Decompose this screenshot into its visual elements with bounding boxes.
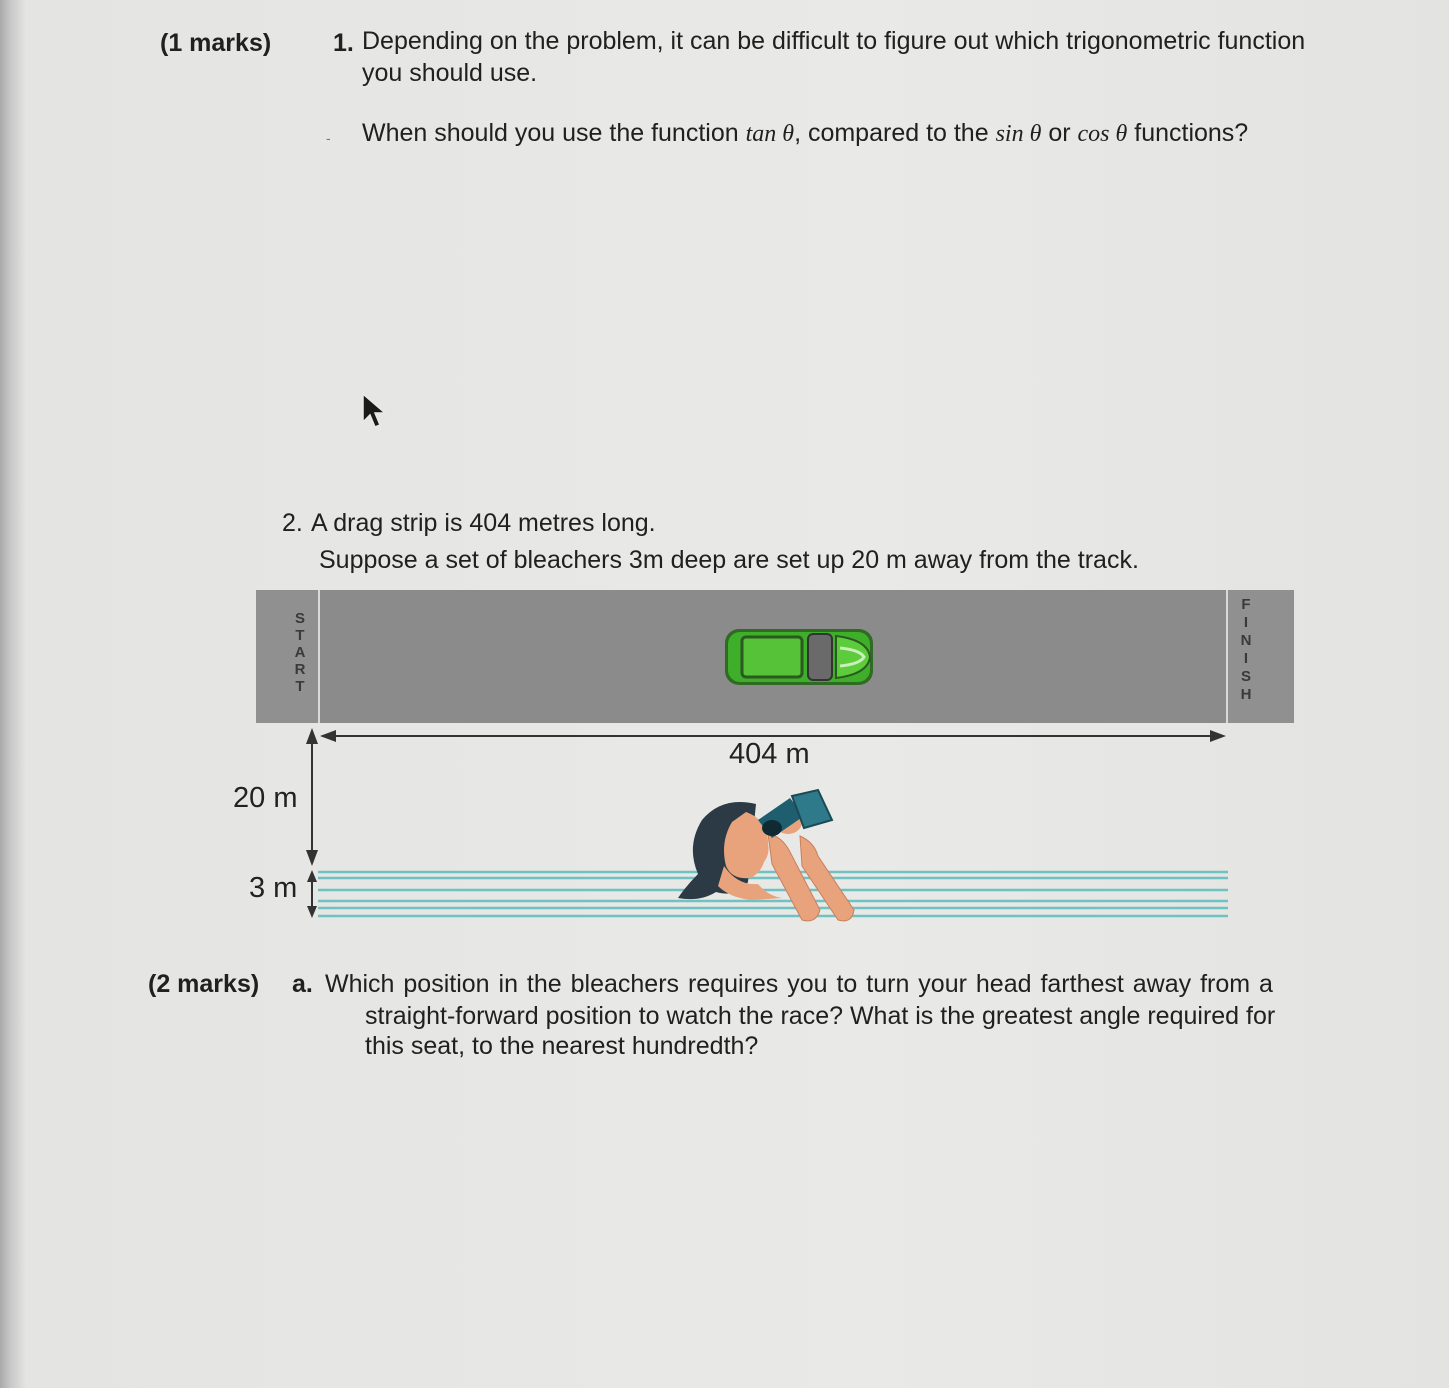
finish-letter: I (1243, 650, 1249, 667)
finish-letter: I (1243, 614, 1249, 631)
race-car-icon (722, 624, 880, 690)
q2a-line2: straight-forward position to watch the race? What is the greatest angle required for (365, 1002, 1276, 1030)
q1-sub-a: When should you use the function (362, 119, 739, 147)
start-letter: T (295, 627, 305, 644)
q1-or: or (1048, 119, 1071, 147)
q1-bullet: - (326, 130, 331, 146)
start-letter: R (294, 661, 306, 678)
q2-line1: A drag strip is 404 metres long. (311, 509, 656, 537)
distance-label: 20 m (233, 782, 298, 814)
depth-label: 3 m (249, 872, 298, 904)
q1-sub-c: functions? (1134, 119, 1249, 147)
length-label: 404 m (729, 738, 810, 770)
start-label (290, 610, 310, 695)
finish-letter: S (1240, 668, 1251, 685)
sin-theta: sin θ (995, 121, 1042, 147)
q1-sub-b: , compared to the (794, 119, 989, 147)
q2a-letter: a. (292, 970, 313, 998)
q2a-marks: (2 marks) (148, 970, 260, 998)
spectator-binoculars-icon (672, 782, 872, 927)
finish-letter: F (1241, 596, 1251, 613)
q2a-line3: this seat, to the nearest hundredth? (365, 1032, 759, 1060)
finish-letter: N (1240, 632, 1252, 649)
q1-number: 1. (333, 29, 354, 57)
start-letter: A (294, 644, 306, 661)
start-letter: T (295, 678, 305, 695)
start-line (318, 590, 320, 723)
q1-subquestion (362, 118, 1248, 150)
finish-letter: H (1240, 686, 1252, 703)
start-letter: S (294, 610, 305, 627)
tan-theta: tan θ (745, 121, 795, 147)
q1-marks: (1 marks) (160, 29, 272, 57)
q1-text-line1: Depending on the problem, it can be difficult to figure out which trigonometric function (362, 27, 1306, 55)
q2-line2: Suppose a set of bleachers 3m deep are set up 20 m away from the track. (319, 546, 1139, 574)
q1-text-line2: you should use. (362, 59, 538, 87)
q2-number: 2. (282, 509, 303, 537)
finish-label (1236, 596, 1256, 704)
cos-theta: cos θ (1077, 121, 1128, 147)
mouse-cursor-icon (360, 392, 390, 432)
q2a-line1: Which position in the bleachers requires you to turn your head farthest away from a (325, 970, 1273, 998)
